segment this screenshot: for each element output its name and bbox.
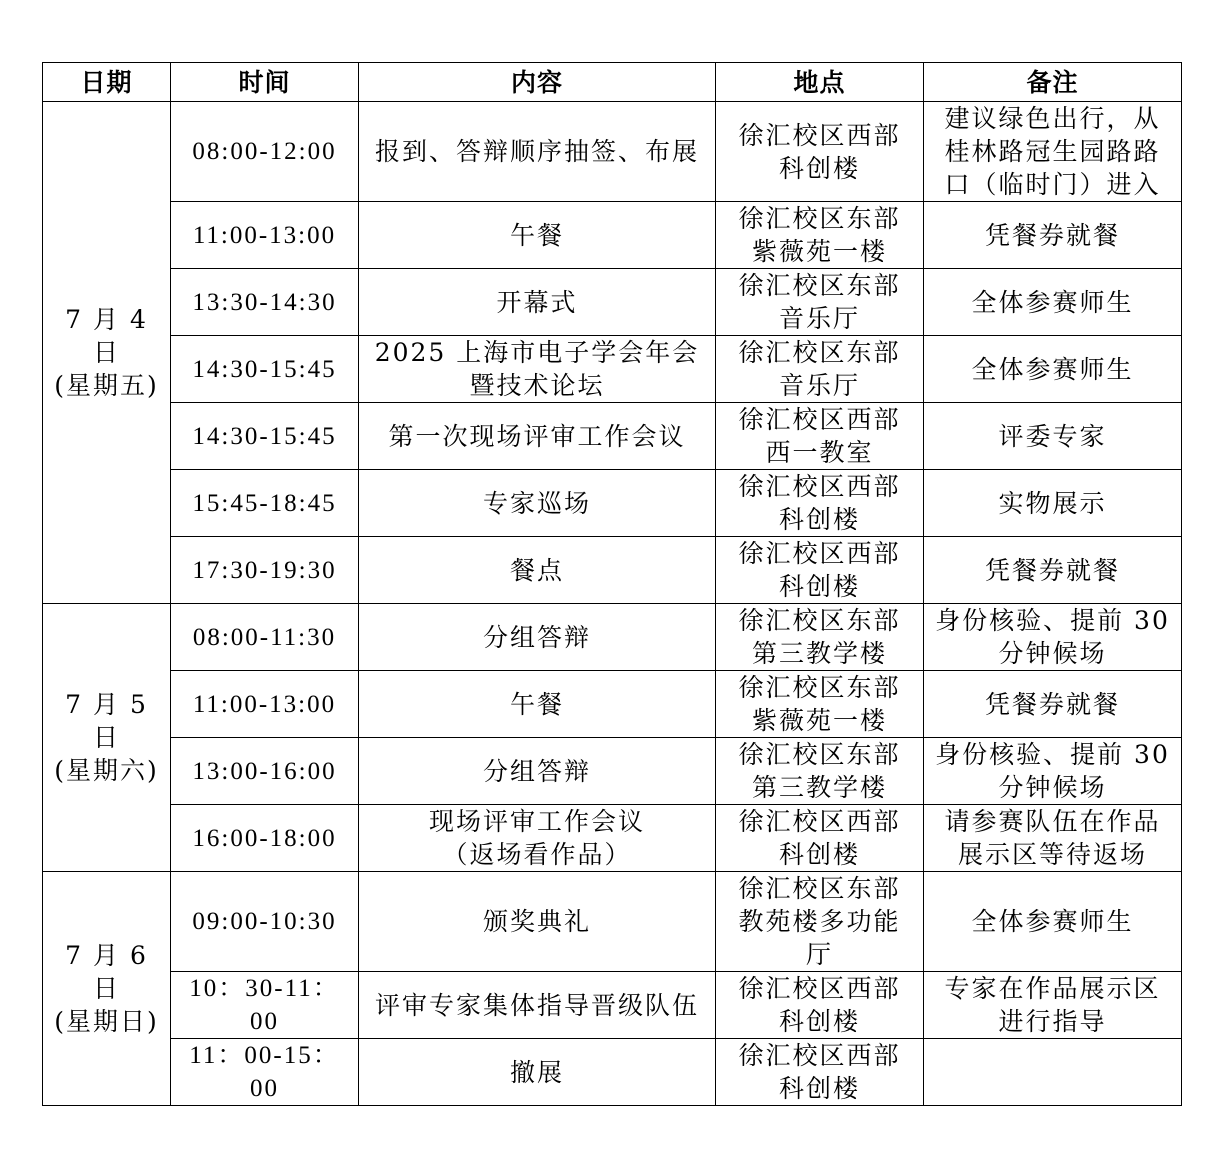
table-row xyxy=(43,202,1182,269)
table-row xyxy=(43,604,1182,671)
note-cell: 凭餐券就餐 xyxy=(924,671,1182,738)
date-cell xyxy=(43,872,171,1106)
note-cell: 凭餐券就餐 xyxy=(924,537,1182,604)
time-cell: 11:00-13:00 xyxy=(171,671,359,738)
header-date: 日期 xyxy=(43,63,171,102)
location-cell: 徐汇校区东部 紫薇苑一楼 xyxy=(716,671,924,738)
content-cell: 午餐 xyxy=(359,671,716,738)
content-cell: 专家巡场 xyxy=(359,470,716,537)
time-cell: 13:00-16:00 xyxy=(171,738,359,805)
content-cell: 开幕式 xyxy=(359,269,716,336)
content-cell: 分组答辩 xyxy=(359,738,716,805)
header-location: 地点 xyxy=(716,63,924,102)
note-cell: 专家在作品展示区 进行指导 xyxy=(924,972,1182,1039)
date-cell xyxy=(43,604,171,872)
location-cell: 徐汇校区西部 西一教室 xyxy=(716,403,924,470)
location-cell: 徐汇校区东部 第三教学楼 xyxy=(716,604,924,671)
note-cell: 身份核验、提前 30 分钟候场 xyxy=(924,738,1182,805)
location-cell: 徐汇校区西部 科创楼 xyxy=(716,1039,924,1106)
table-row xyxy=(43,1039,1182,1106)
weekday-text: (星期六) xyxy=(54,756,159,785)
date-text: 7 月 5 日 xyxy=(65,690,148,752)
note-cell: 请参赛队伍在作品 展示区等待返场 xyxy=(924,805,1182,872)
note-cell: 实物展示 xyxy=(924,470,1182,537)
content-cell: 评审专家集体指导晋级队伍 xyxy=(359,972,716,1039)
table-row xyxy=(43,336,1182,403)
table-row xyxy=(43,537,1182,604)
content-cell: 2025 上海市电子学会年会 暨技术论坛 xyxy=(359,336,716,403)
note-cell: 凭餐券就餐 xyxy=(924,202,1182,269)
table-row xyxy=(43,269,1182,336)
note-cell: 全体参赛师生 xyxy=(924,336,1182,403)
location-cell: 徐汇校区东部 第三教学楼 xyxy=(716,738,924,805)
table-row xyxy=(43,972,1182,1039)
content-cell: 分组答辩 xyxy=(359,604,716,671)
location-cell: 徐汇校区西部 科创楼 xyxy=(716,102,924,202)
content-cell: 午餐 xyxy=(359,202,716,269)
content-cell: 报到、答辩顺序抽签、布展 xyxy=(359,102,716,202)
schedule-table xyxy=(42,62,1182,1106)
time-cell: 10：30-11：00 xyxy=(171,972,359,1039)
date-text: 7 月 6 日 xyxy=(65,941,148,1003)
table-row xyxy=(43,102,1182,202)
note-cell: 身份核验、提前 30 分钟候场 xyxy=(924,604,1182,671)
table-row xyxy=(43,738,1182,805)
time-cell: 11：00-15：00 xyxy=(171,1039,359,1106)
location-cell: 徐汇校区西部 科创楼 xyxy=(716,537,924,604)
note-cell: 建议绿色出行，从 桂林路冠生园路路 口（临时门）进入 xyxy=(924,102,1182,202)
time-cell: 14:30-15:45 xyxy=(171,403,359,470)
time-cell: 15:45-18:45 xyxy=(171,470,359,537)
header-content: 内容 xyxy=(359,63,716,102)
date-cell xyxy=(43,102,171,604)
header-note: 备注 xyxy=(924,63,1182,102)
location-cell: 徐汇校区东部 音乐厅 xyxy=(716,269,924,336)
location-cell: 徐汇校区西部 科创楼 xyxy=(716,470,924,537)
note-cell: 全体参赛师生 xyxy=(924,872,1182,972)
table-row xyxy=(43,403,1182,470)
content-cell: 现场评审工作会议 （返场看作品） xyxy=(359,805,716,872)
date-text: 7 月 4 日 xyxy=(65,305,148,367)
location-cell: 徐汇校区西部 科创楼 xyxy=(716,805,924,872)
table-row xyxy=(43,805,1182,872)
time-cell: 14:30-15:45 xyxy=(171,336,359,403)
table-row xyxy=(43,671,1182,738)
table-row xyxy=(43,872,1182,972)
location-cell: 徐汇校区东部 教苑楼多功能 厅 xyxy=(716,872,924,972)
weekday-text: (星期日) xyxy=(54,1007,159,1036)
time-cell: 08:00-12:00 xyxy=(171,102,359,202)
content-cell: 餐点 xyxy=(359,537,716,604)
time-cell: 17:30-19:30 xyxy=(171,537,359,604)
weekday-text: (星期五) xyxy=(54,371,159,400)
time-cell: 13:30-14:30 xyxy=(171,269,359,336)
content-cell: 颁奖典礼 xyxy=(359,872,716,972)
time-cell: 08:00-11:30 xyxy=(171,604,359,671)
time-cell: 16:00-18:00 xyxy=(171,805,359,872)
table-row xyxy=(43,470,1182,537)
note-cell: 评委专家 xyxy=(924,403,1182,470)
header-time: 时间 xyxy=(171,63,359,102)
content-cell: 第一次现场评审工作会议 xyxy=(359,403,716,470)
header-row xyxy=(43,63,1182,102)
time-cell: 11:00-13:00 xyxy=(171,202,359,269)
note-cell: 全体参赛师生 xyxy=(924,269,1182,336)
location-cell: 徐汇校区西部 科创楼 xyxy=(716,972,924,1039)
location-cell: 徐汇校区东部 音乐厅 xyxy=(716,336,924,403)
location-cell: 徐汇校区东部 紫薇苑一楼 xyxy=(716,202,924,269)
note-cell xyxy=(924,1039,1182,1106)
content-cell: 撤展 xyxy=(359,1039,716,1106)
time-cell: 09:00-10:30 xyxy=(171,872,359,972)
